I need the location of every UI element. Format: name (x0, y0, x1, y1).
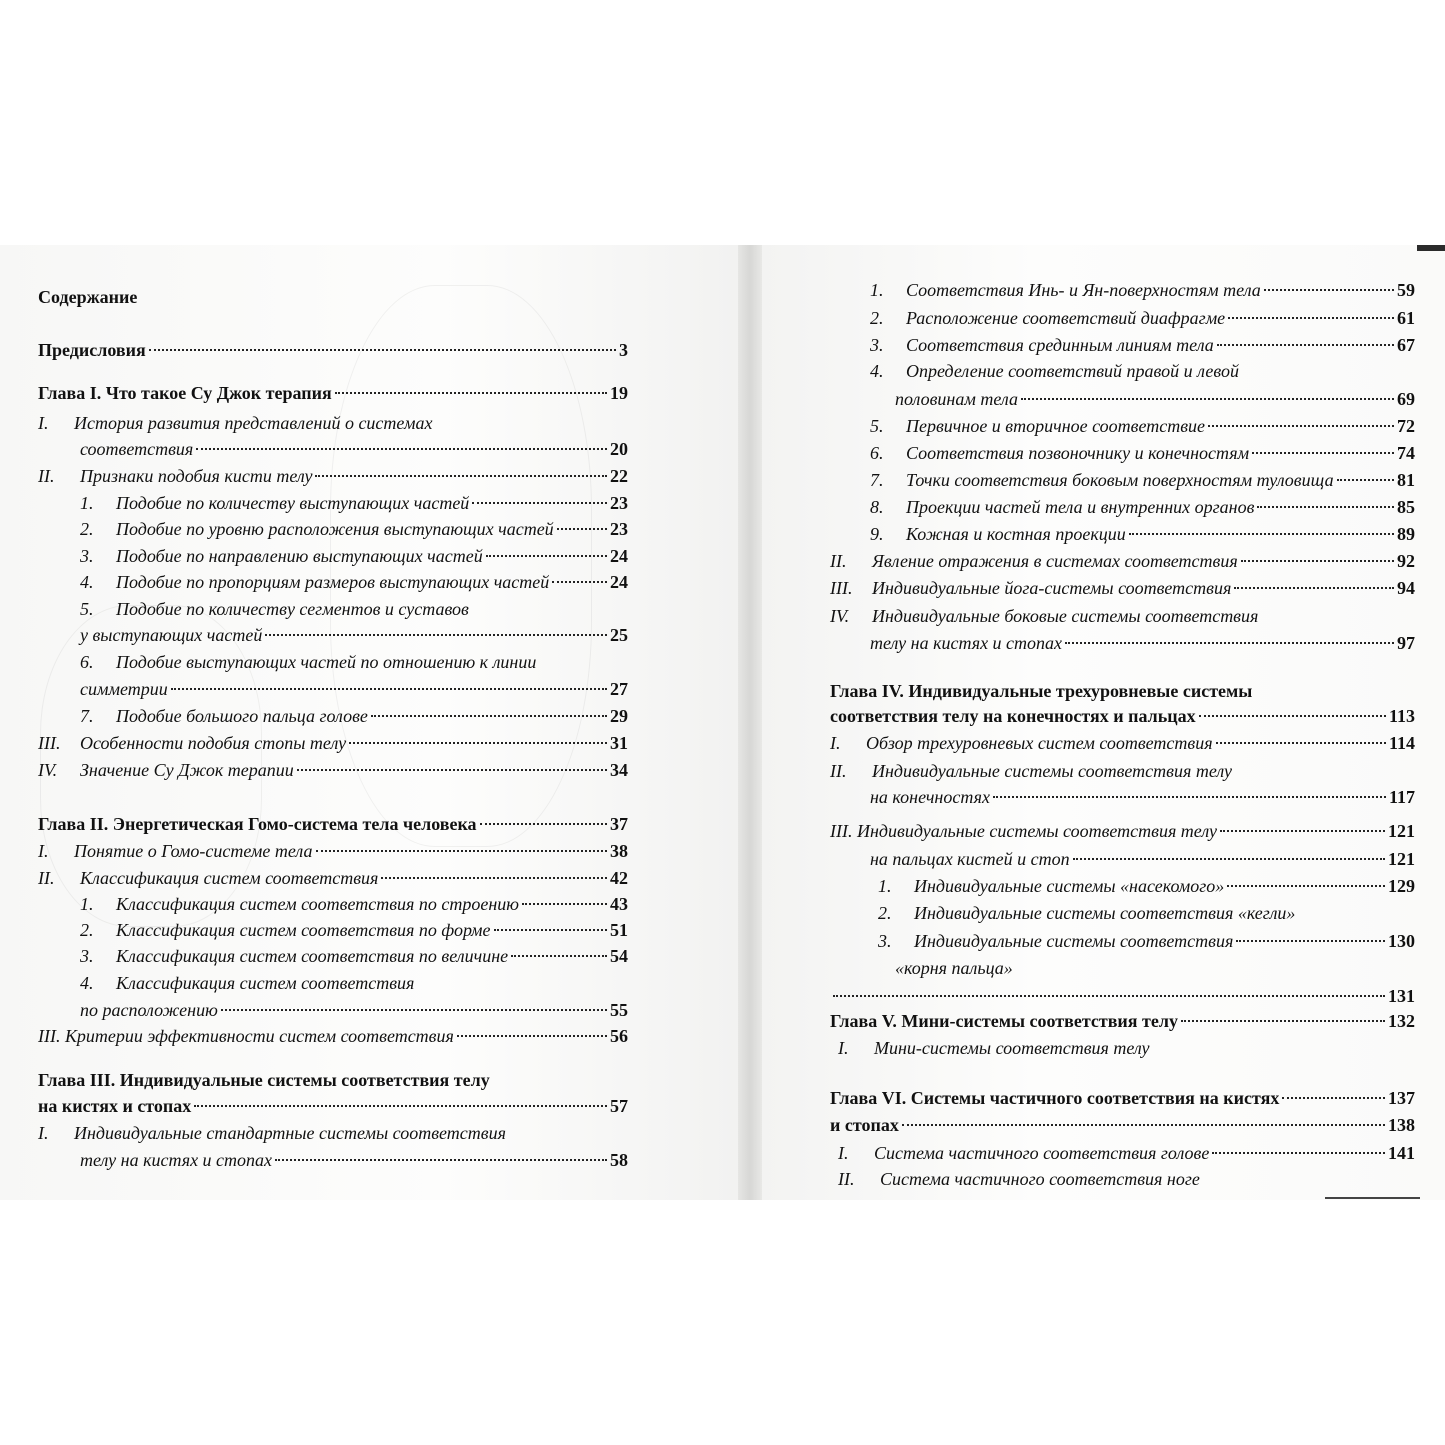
toc-entry-title: соответствия (80, 439, 194, 459)
dot-leader (1228, 317, 1394, 319)
toc-entry (38, 865, 628, 891)
toc-entry (80, 943, 628, 969)
toc-entry-title: на пальцах кистей и стоп (870, 849, 1070, 869)
toc-entry-title: Подобие по уровню расположения выступающих частей (116, 519, 554, 539)
toc-entry (838, 1035, 1415, 1061)
toc-page-number: 113 (1388, 706, 1415, 726)
toc-entry (838, 1166, 1415, 1192)
toc-entry-title: Глава I. Что такое Су Джок терапия (38, 383, 332, 403)
toc-entry-title: Индивидуальные системы соответствия (914, 931, 1234, 951)
toc-entry-title: Классификация систем соответствия (116, 973, 415, 993)
toc-page-number: 121 (1388, 849, 1415, 869)
toc-page-number: 42 (610, 868, 628, 888)
toc-entry-number: 7. (80, 706, 94, 726)
dot-leader (349, 742, 607, 744)
toc-entry (870, 784, 1415, 810)
toc-entry-number: 2. (80, 920, 94, 940)
toc-page-number: 59 (1397, 280, 1415, 300)
toc-entry-title: Подобие большого пальца голове (116, 706, 368, 726)
toc-entry (80, 516, 628, 542)
toc-entry-number: IV. (38, 760, 58, 780)
toc-entry-title: Индивидуальные йога-системы соответствия (872, 578, 1232, 598)
toc-entry-title: III. Индивидуальные системы соответствия телу (830, 821, 1217, 841)
toc-entry-title: История развития представлений о системах (74, 413, 433, 433)
toc-entry-title: на конечностях (870, 787, 990, 807)
toc-entry (830, 548, 1415, 574)
toc-page-number: 25 (610, 625, 628, 645)
toc-entry-title: телу на кистях и стопах (870, 633, 1063, 653)
toc-entry-title: Индивидуальные системы «насекомого» (914, 876, 1225, 896)
toc-entry (830, 983, 1415, 1009)
toc-page-number: 3 (619, 340, 628, 360)
toc-entry-number: I. (838, 1038, 849, 1058)
toc-entry (80, 891, 628, 917)
toc-entry-number: 2. (80, 519, 94, 539)
toc-entry (830, 1008, 1415, 1034)
dot-leader (494, 929, 607, 931)
toc-entry-number: 7. (870, 470, 884, 490)
toc-entry-title: Понятие о Гомо-системе тела (74, 841, 313, 861)
toc-page-number: 22 (610, 466, 628, 486)
toc-entry-title: по расположению (80, 1000, 218, 1020)
toc-entry (80, 649, 628, 675)
toc-page-number: 81 (1397, 470, 1415, 490)
toc-page-number: 85 (1397, 497, 1415, 517)
toc-page-number: 137 (1388, 1088, 1415, 1108)
dot-leader (1220, 830, 1385, 832)
toc-entry-title: Глава VI. Системы частичного соответствия на кистях (830, 1088, 1280, 1108)
toc-page-number: 94 (1397, 578, 1415, 598)
dot-leader (480, 823, 607, 825)
toc-entry-number: II. (38, 868, 55, 888)
dot-leader (194, 1105, 607, 1107)
book-gutter (738, 245, 762, 1200)
toc-entry-title: Классификация систем соответствия по величине (116, 946, 509, 966)
toc-entry (80, 703, 628, 729)
toc-entry-title: Соответствия срединным линиям тела (906, 335, 1214, 355)
toc-entry (38, 380, 628, 406)
toc-page-number: 23 (610, 493, 628, 513)
toc-entry (80, 917, 628, 943)
dot-leader (1241, 560, 1394, 562)
toc-entry-number: 3. (80, 546, 94, 566)
toc-entry (80, 490, 628, 516)
toc-entry-title: Соответствия Инь- и Ян-поверхностям тела (906, 280, 1261, 300)
dot-leader (265, 634, 607, 636)
toc-entry-title: Определение соответствий правой и левой (906, 361, 1239, 381)
toc-entry-title: на кистях и стопах (38, 1096, 192, 1116)
toc-entry-title: Подобие по пропорциям размеров выступающих частей (116, 572, 550, 592)
dot-leader (552, 581, 607, 583)
toc-entry (870, 494, 1415, 520)
toc-page-number: 131 (1388, 986, 1415, 1006)
toc-entry (38, 730, 628, 756)
toc-entry (870, 521, 1415, 547)
toc-entry-number: 2. (878, 903, 892, 923)
toc-entry-title: Значение Су Джок терапии (80, 760, 294, 780)
toc-entry-number: 5. (80, 599, 94, 619)
dot-leader (902, 1124, 1385, 1126)
dot-leader (1257, 506, 1394, 508)
dot-leader (1065, 642, 1394, 644)
toc-entry (38, 1023, 628, 1049)
toc-entry-number: 1. (80, 894, 94, 914)
toc-entry-title: симметрии (80, 679, 168, 699)
toc-entry-number: I. (830, 733, 841, 753)
toc-entry (870, 358, 1415, 384)
toc-entry-title: Соответствия позвоночнику и конечностям (906, 443, 1250, 463)
toc-page-number: 56 (610, 1026, 628, 1046)
toc-entry (80, 676, 628, 702)
toc-page-number: 38 (610, 841, 628, 861)
toc-entry-number: I. (38, 841, 49, 861)
toc-page-number: 34 (610, 760, 628, 780)
toc-title: Содержание (38, 287, 138, 307)
toc-entry (38, 757, 628, 783)
toc-entry-number: 6. (80, 652, 94, 672)
dot-leader (486, 555, 607, 557)
toc-page-number: 19 (610, 383, 628, 403)
dot-leader (522, 903, 607, 905)
toc-entry (870, 413, 1415, 439)
toc-entry (870, 305, 1415, 331)
toc-entry-number: 3. (80, 946, 94, 966)
toc-page-number: 31 (610, 733, 628, 753)
toc-entry (878, 900, 1415, 926)
toc-entry (38, 410, 628, 436)
toc-page-number: 61 (1397, 308, 1415, 328)
toc-entry (80, 970, 628, 996)
toc-entry (38, 1093, 628, 1119)
toc-page-number: 23 (610, 519, 628, 539)
toc-page-number: 97 (1397, 633, 1415, 653)
toc-entry-number: 6. (870, 443, 884, 463)
toc-entry-number: 4. (80, 572, 94, 592)
toc-entry-number: III. (38, 733, 61, 753)
dot-leader (1236, 940, 1385, 942)
toc-entry-title: Подобие выступающих частей по отношению к линии (116, 652, 537, 672)
toc-page-number: 57 (610, 1096, 628, 1116)
toc-entry-title: Проекции частей тела и внутренних органов (906, 497, 1255, 517)
toc-page-number: 24 (610, 546, 628, 566)
toc-entry-number: II. (830, 761, 847, 781)
dot-leader (196, 448, 607, 450)
toc-entry (830, 1112, 1415, 1138)
toc-entry-number: II. (830, 551, 847, 571)
toc-page-number: 121 (1388, 821, 1415, 841)
toc-page-number: 27 (610, 679, 628, 699)
toc-entry-title: Индивидуальные системы соответствия телу (872, 761, 1232, 781)
toc-page-number: 141 (1388, 1143, 1415, 1163)
dot-leader (1208, 425, 1394, 427)
dot-leader (1252, 452, 1394, 454)
page-rule (1325, 1197, 1420, 1199)
toc-entry (80, 569, 628, 595)
toc-entry-number: I. (38, 413, 49, 433)
toc-page-number: 54 (610, 946, 628, 966)
toc-entry (38, 838, 628, 864)
toc-page-number: 69 (1397, 389, 1415, 409)
toc-entry-number: II. (38, 466, 55, 486)
dot-leader (1282, 1097, 1385, 1099)
toc-entry-number: 2. (870, 308, 884, 328)
toc-entry-number: IV. (830, 606, 850, 626)
toc-entry-number: 5. (870, 416, 884, 436)
toc-page-number: 37 (610, 814, 628, 834)
toc-entry (870, 332, 1415, 358)
dot-leader (1129, 533, 1394, 535)
toc-entry (38, 1067, 628, 1093)
toc-page-number: 55 (610, 1000, 628, 1020)
dot-leader (221, 1009, 607, 1011)
toc-entry (38, 1120, 628, 1146)
dot-leader (1212, 1152, 1385, 1154)
toc-entry-title: Признаки подобия кисти телу (80, 466, 313, 486)
toc-entry-title: Классификация систем соответствия по строению (116, 894, 519, 914)
toc-entry-title: Глава II. Энергетическая Гомо-система тела человека (38, 814, 477, 834)
dot-leader (1264, 289, 1394, 291)
toc-entry-title: Индивидуальные системы соответствия «кегли» (914, 903, 1296, 923)
toc-page-number: 58 (610, 1150, 628, 1170)
dot-leader (149, 349, 616, 351)
toc-entry (878, 873, 1415, 899)
toc-entry-number: 3. (870, 335, 884, 355)
toc-page-number: 132 (1388, 1011, 1415, 1031)
toc-entry-title: Глава III. Индивидуальные системы соответствия телу (38, 1070, 490, 1090)
toc-entry (80, 622, 628, 648)
toc-entry-title: Индивидуальные стандартные системы соответствия (74, 1123, 506, 1143)
toc-page-number: 138 (1388, 1115, 1415, 1135)
toc-entry-title: Классификация систем соответствия (80, 868, 379, 888)
toc-entry-number: II. (838, 1169, 855, 1189)
toc-entry (80, 596, 628, 622)
toc-entry (895, 955, 1415, 981)
toc-entry-title: Классификация систем соответствия по форме (116, 920, 491, 940)
toc-entry (830, 575, 1415, 601)
toc-entry (830, 1085, 1415, 1111)
dot-leader (472, 502, 607, 504)
dot-leader (275, 1159, 607, 1161)
toc-page-number: 20 (610, 439, 628, 459)
toc-entry-title: Подобие по количеству сегментов и суставов (116, 599, 469, 619)
toc-page-number: 51 (610, 920, 628, 940)
toc-entry (870, 846, 1415, 872)
toc-page-number: 72 (1397, 416, 1415, 436)
toc-entry (870, 440, 1415, 466)
toc-entry-title: Точки соответствия боковым поверхностям туловища (906, 470, 1334, 490)
toc-entry-number: 8. (870, 497, 884, 517)
toc-entry-title: Особенности подобия стопы телу (80, 733, 347, 753)
toc-entry-number: 1. (878, 876, 892, 896)
toc-entry (830, 703, 1415, 729)
toc-entry-title: Глава IV. Индивидуальные трехуровневые системы (830, 681, 1253, 701)
toc-entry (830, 603, 1415, 629)
toc-entry-title: Явление отражения в системах соответствия (872, 551, 1238, 571)
toc-entry-title: Мини-системы соответствия телу (874, 1038, 1150, 1058)
toc-entry (80, 543, 628, 569)
dot-leader (371, 715, 607, 717)
dot-leader (1181, 1020, 1385, 1022)
toc-page-number: 74 (1397, 443, 1415, 463)
toc-entry (830, 730, 1415, 756)
toc-entry-number: 1. (870, 280, 884, 300)
toc-entry-number: 4. (870, 361, 884, 381)
toc-entry-title: у выступающих частей (80, 625, 263, 645)
toc-entry (830, 678, 1415, 704)
toc-entry-number: 4. (80, 973, 94, 993)
dot-leader (557, 528, 607, 530)
toc-entry-title: и стопах (830, 1115, 899, 1135)
toc-entry (80, 997, 628, 1023)
toc-entry-number: I. (838, 1143, 849, 1163)
dot-leader (833, 995, 1385, 997)
toc-entry (38, 463, 628, 489)
toc-entry-title: Подобие по направлению выступающих частей (116, 546, 483, 566)
dot-leader (1227, 885, 1385, 887)
toc-entry (38, 337, 628, 363)
toc-entry-number: III. (830, 578, 853, 598)
toc-entry (870, 630, 1415, 656)
dot-leader (457, 1035, 607, 1037)
dot-leader (993, 796, 1386, 798)
page-edge-shadow (1417, 245, 1445, 251)
toc-entry (870, 467, 1415, 493)
toc-entry-title: Глава V. Мини-системы соответствия телу (830, 1011, 1178, 1031)
toc-entry-title: телу на кистях и стопах (80, 1150, 273, 1170)
dot-leader (315, 475, 607, 477)
toc-entry-title: Кожная и костная проекции (906, 524, 1126, 544)
toc-entry (80, 1147, 628, 1173)
toc-entry-title: Система частичного соответствия голове (874, 1143, 1210, 1163)
toc-entry-title: половинам тела (895, 389, 1018, 409)
dot-leader (1337, 479, 1394, 481)
dot-leader (297, 769, 607, 771)
toc-entry (80, 436, 628, 462)
toc-entry-title: соответствия телу на конечностях и пальцах (830, 706, 1196, 726)
dot-leader (381, 877, 607, 879)
dot-leader (1217, 344, 1394, 346)
toc-entry (830, 758, 1415, 784)
toc-entry-title: Обзор трехуровневых систем соответствия (866, 733, 1213, 753)
toc-page-number: 114 (1388, 733, 1415, 753)
toc-page-number: 130 (1388, 931, 1415, 951)
toc-page-number: 92 (1397, 551, 1415, 571)
toc-entry (878, 928, 1415, 954)
toc-entry (895, 386, 1415, 412)
toc-entry-number: I. (38, 1123, 49, 1143)
dot-leader (1216, 742, 1386, 744)
toc-page-number: 67 (1397, 335, 1415, 355)
toc-entry-number: 1. (80, 493, 94, 513)
toc-entry-title: Расположение соответствий диафрагме (906, 308, 1226, 328)
dot-leader (1234, 587, 1394, 589)
toc-entry-title: Предисловия (38, 340, 146, 360)
dot-leader (335, 392, 607, 394)
dot-leader (1021, 398, 1394, 400)
toc-entry-number: 9. (870, 524, 884, 544)
toc-page-number: 29 (610, 706, 628, 726)
toc-entry-title: Система частичного соответствия ноге (880, 1169, 1200, 1189)
toc-entry-title: III. Критерии эффективности систем соответствия (38, 1026, 454, 1046)
toc-page-number: 117 (1388, 787, 1415, 807)
toc-entry (870, 277, 1415, 303)
dot-leader (316, 850, 608, 852)
dot-leader (1073, 858, 1385, 860)
toc-entry-title: Индивидуальные боковые системы соответствия (872, 606, 1259, 626)
toc-entry (830, 818, 1415, 844)
toc-entry (38, 811, 628, 837)
dot-leader (511, 955, 607, 957)
toc-page-number: 89 (1397, 524, 1415, 544)
toc-entry-title: Подобие по количеству выступающих частей (116, 493, 470, 513)
toc-page-number: 129 (1388, 876, 1415, 896)
toc-entry-title: Первичное и вторичное соответствие (906, 416, 1206, 436)
toc-page-number: 43 (610, 894, 628, 914)
dot-leader (1199, 715, 1386, 717)
dot-leader (171, 688, 607, 690)
toc-entry-title: «корня пальца» (895, 958, 1013, 978)
toc-page-number: 24 (610, 572, 628, 592)
toc-entry-number: 3. (878, 931, 892, 951)
toc-entry (838, 1140, 1415, 1166)
